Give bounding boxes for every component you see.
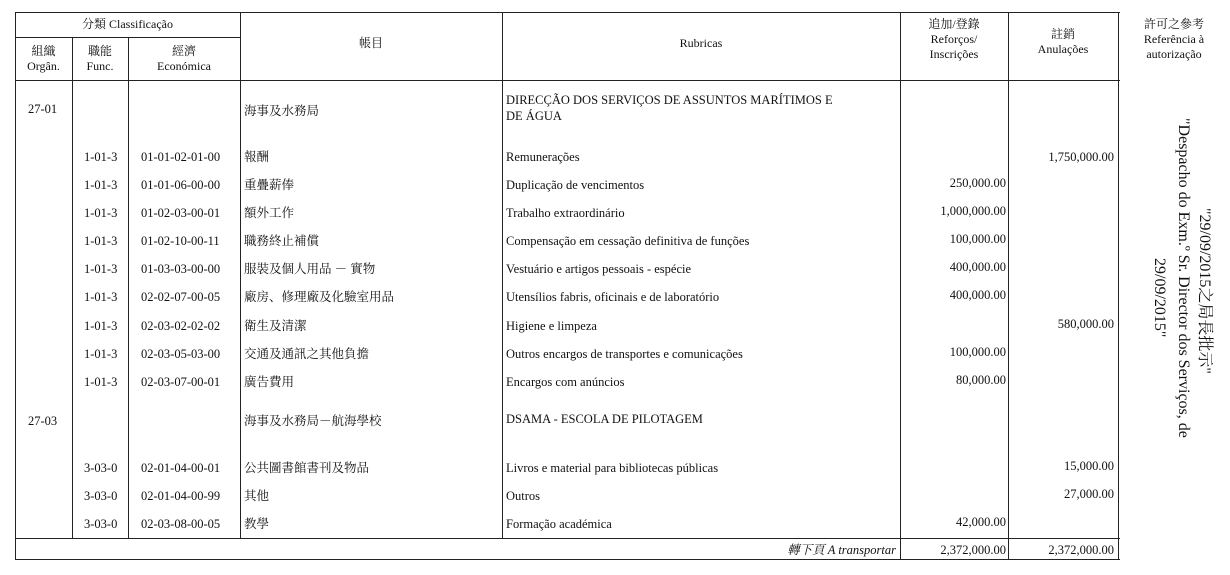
row-org: 27-01 [28,102,58,116]
reference-header [1118,17,1230,62]
row-rubrica: Duplicação de vencimentos [506,178,645,192]
anulacoes-header-zh: 註銷 [1050,27,1075,41]
authorization-note [1120,118,1230,518]
row-account: 交通及通訊之其他負擔 [244,347,370,361]
authorization-line3: 29/09/2015" [1151,258,1168,338]
econ-header-zh: 經濟 [171,44,196,58]
reference-header-zh: 許可之參考 [1143,17,1204,31]
row-reforco: 100,000.00 [949,232,1006,246]
reference-header-pt1: Referência à [1143,32,1205,46]
row-econ: 02-01-04-00-99 [141,489,221,503]
row-account: 廣告費用 [244,375,295,389]
row-reforco: 100,000.00 [949,345,1006,359]
row-rubrica: Compensação em cessação definitiva de funções [506,234,750,248]
row-account: 重疊薪俸 [244,178,295,192]
row-rubrica: Trabalho extraordinário [506,206,625,220]
reforcos-header-zh: 追加/登錄 [928,17,980,31]
row-econ: 01-02-03-00-01 [141,206,221,220]
row-reforco: 400,000.00 [949,288,1006,302]
row-account: 衛生及清潔 [244,319,307,333]
row-account: 職務終止補償 [244,234,320,248]
row-account: 報酬 [244,150,270,164]
row-econ: 01-02-10-00-11 [141,234,220,248]
row-account: 海事及水務局 [244,104,320,118]
row-rubrica: Livros e material para bibliotecas públicas [506,461,719,475]
row-reforco: 400,000.00 [949,260,1006,274]
row-func: 1-01-3 [84,290,118,304]
row-econ: 01-01-06-00-00 [141,178,221,192]
row-account: 額外工作 [244,206,295,220]
row-anulacao: 1,750,000.00 [1048,150,1114,164]
row-reforco: 1,000,000.00 [940,204,1006,218]
row-anulacao: 27,000.00 [1064,487,1114,501]
row-econ: 02-01-04-00-01 [141,461,221,475]
row-rubrica: Vestuário e artigos pessoais - espécie [506,262,692,276]
row-anulacao: 15,000.00 [1064,459,1114,473]
reforcos-header-pt1: Reforços/ [930,32,978,46]
row-reforco: 42,000.00 [956,515,1006,529]
row-account: 服裝及個人用品 － 實物 [244,262,376,276]
row-anulacao: 580,000.00 [1057,317,1114,331]
reforcos-header-pt2: Inscrições [929,47,979,61]
row-org: 27-03 [28,414,58,428]
row-account: 教學 [244,517,270,531]
row-account: 廠房、修理廠及化驗室用品 [244,290,395,304]
reforcos-header [900,17,1008,62]
row-func: 1-01-3 [84,262,118,276]
row-reforco: 80,000.00 [956,373,1006,387]
row-reforco: 250,000.00 [949,176,1006,190]
row-rubrica: Higiene e limpeza [506,319,597,333]
row-func: 3-03-0 [84,517,118,531]
row-func: 1-01-3 [84,319,118,333]
rubricas-header: Rubricas [679,36,723,50]
row-rubrica-line1: DIRECÇÃO DOS SERVIÇOS DE ASSUNTOS MARÍTIMOS E [506,93,833,107]
row-econ: 01-01-02-01-00 [141,150,221,164]
row-rubrica: Outros [506,489,541,503]
total-anulacoes: 2,372,000.00 [1048,543,1114,557]
org-header-pt: Orgân. [27,59,60,73]
total-reforcos: 2,372,000.00 [940,543,1006,557]
org-header-zh: 組織 [31,44,56,58]
row-rubrica: Encargos com anúncios [506,375,625,389]
row-rubrica: DSAMA - ESCOLA DE PILOTAGEM [506,412,703,426]
row-econ: 01-03-03-00-00 [141,262,221,276]
org-header [15,44,72,74]
row-rubrica: Utensílios fabris, oficinais e de laboratório [506,290,720,304]
row-rubrica-line2: DE ÁGUA [506,109,562,123]
row-account: 海事及水務局－航海學校 [244,414,382,428]
anulacoes-header [1008,27,1118,57]
account-header: 帳目 [358,36,383,50]
row-econ: 02-03-05-03-00 [141,347,221,361]
row-rubrica: Outros encargos de transportes e comunicações [506,347,743,361]
row-func: 1-01-3 [84,150,118,164]
authorization-line1: "29/09/2015之局長批示" [1196,208,1213,374]
row-econ: 02-03-07-00-01 [141,375,221,389]
authorization-line2: "Despacho do Exm.º Sr. Director dos Serviços, de [1175,118,1192,438]
row-account: 其他 [244,489,270,503]
row-econ: 02-02-07-00-05 [141,290,221,304]
func-header-pt: Func. [86,59,114,73]
anulacoes-header-pt: Anulações [1037,42,1089,56]
row-func: 1-01-3 [84,178,118,192]
row-econ: 02-03-08-00-05 [141,517,221,531]
row-rubrica: Formação académica [506,517,612,531]
classification-header: 分類 Classificação [82,17,173,31]
row-func: 1-01-3 [84,206,118,220]
row-func: 3-03-0 [84,489,118,503]
row-rubrica: Remunerações [506,150,580,164]
carry-forward-label: 轉下頁 A transportar [787,543,896,557]
row-func: 1-01-3 [84,234,118,248]
row-econ: 02-03-02-02-02 [141,319,221,333]
func-header [72,44,128,74]
reference-header-pt2: autorização [1146,47,1202,61]
econ-header-pt: Económica [157,59,211,73]
row-func: 3-03-0 [84,461,118,475]
func-header-zh: 職能 [87,44,112,58]
row-rubrica [506,92,833,124]
row-account: 公共圖書館書刊及物品 [244,461,370,475]
row-func: 1-01-3 [84,347,118,361]
row-func: 1-01-3 [84,375,118,389]
econ-header [128,44,240,74]
